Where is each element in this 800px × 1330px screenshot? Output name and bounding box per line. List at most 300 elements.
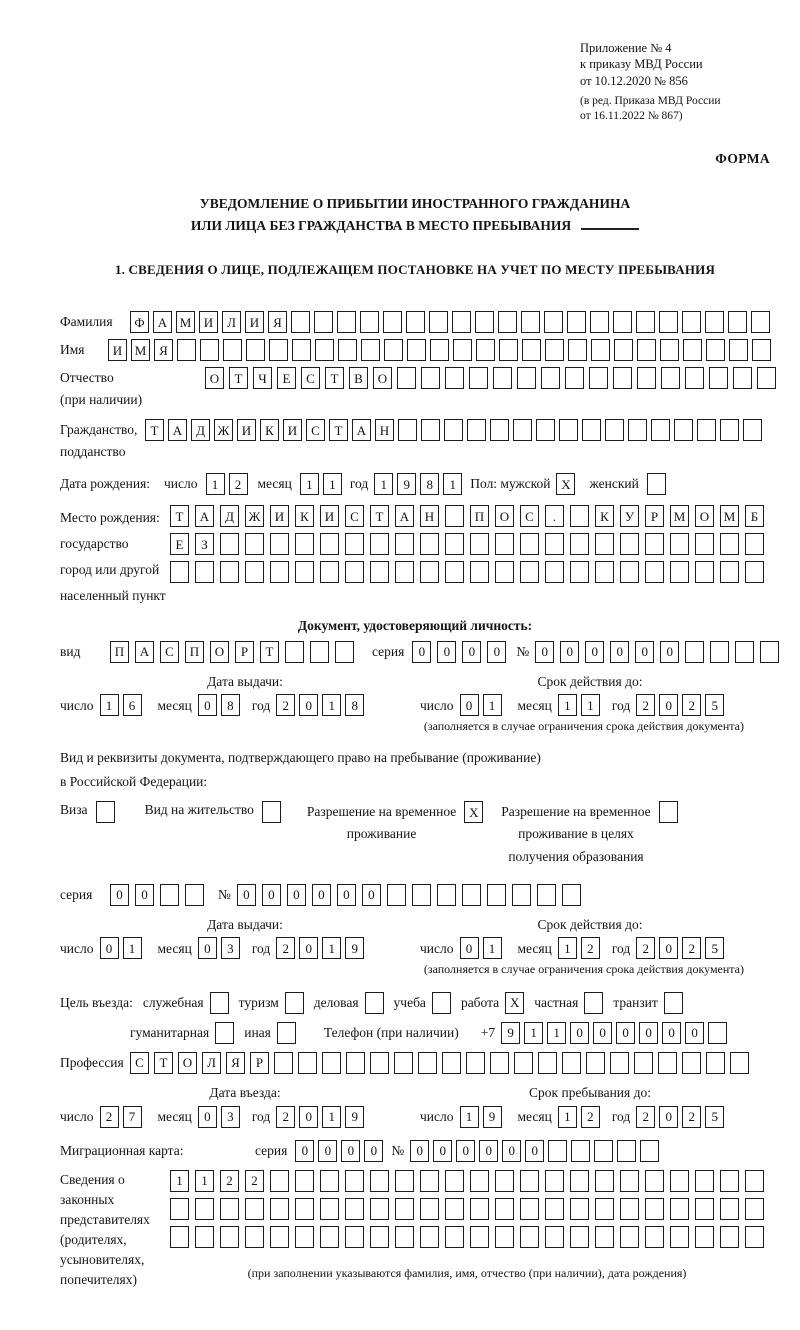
char-box[interactable] <box>195 1198 214 1220</box>
char-box[interactable] <box>170 1198 189 1220</box>
char-box[interactable] <box>595 1226 614 1248</box>
char-box[interactable] <box>160 884 179 906</box>
char-box[interactable] <box>695 1226 714 1248</box>
char-box[interactable] <box>220 1226 239 1248</box>
char-box[interactable]: Ф <box>130 311 149 333</box>
char-box[interactable] <box>295 561 314 583</box>
char-box[interactable]: М <box>176 311 195 333</box>
char-box[interactable] <box>320 1198 339 1220</box>
char-box[interactable] <box>445 533 464 555</box>
char-box[interactable] <box>562 1052 581 1074</box>
char-box[interactable] <box>706 339 725 361</box>
char-box[interactable] <box>310 641 329 663</box>
char-box[interactable]: О <box>178 1052 197 1074</box>
char-box[interactable] <box>442 1052 461 1074</box>
char-box[interactable] <box>562 884 581 906</box>
char-box[interactable] <box>394 1052 413 1074</box>
char-box[interactable] <box>591 339 610 361</box>
char-box[interactable] <box>292 339 311 361</box>
char-box[interactable] <box>452 311 471 333</box>
char-box[interactable]: 1 <box>524 1022 543 1044</box>
char-box[interactable]: Р <box>250 1052 269 1074</box>
char-box[interactable] <box>295 1170 314 1192</box>
char-box[interactable]: 8 <box>420 473 439 495</box>
char-box[interactable] <box>760 641 779 663</box>
char-box[interactable]: Т <box>260 641 279 663</box>
char-box[interactable]: Я <box>268 311 287 333</box>
char-box[interactable]: 1 <box>300 473 319 495</box>
char-box[interactable]: Т <box>154 1052 173 1074</box>
char-box[interactable]: 0 <box>364 1140 383 1162</box>
char-box[interactable] <box>360 311 379 333</box>
char-box[interactable]: 2 <box>276 694 295 716</box>
char-box[interactable]: 9 <box>345 937 364 959</box>
char-box[interactable]: 1 <box>483 937 502 959</box>
char-box[interactable]: Т <box>329 419 348 441</box>
char-box[interactable] <box>418 1052 437 1074</box>
char-box[interactable] <box>751 311 770 333</box>
char-box[interactable] <box>705 311 724 333</box>
char-box[interactable]: 0 <box>659 937 678 959</box>
char-box[interactable] <box>586 1052 605 1074</box>
char-box[interactable] <box>466 1052 485 1074</box>
char-box[interactable]: 1 <box>558 937 577 959</box>
char-box[interactable]: 0 <box>135 884 154 906</box>
char-box[interactable]: 0 <box>585 641 604 663</box>
char-box[interactable] <box>195 1226 214 1248</box>
char-box[interactable]: П <box>470 505 489 527</box>
char-box[interactable] <box>720 533 739 555</box>
char-box[interactable]: 2 <box>581 1106 600 1128</box>
char-box[interactable]: Л <box>202 1052 221 1074</box>
char-box[interactable] <box>544 311 563 333</box>
char-box[interactable] <box>513 419 532 441</box>
char-box[interactable] <box>223 339 242 361</box>
char-box[interactable] <box>745 1170 764 1192</box>
char-box[interactable] <box>345 1170 364 1192</box>
char-box[interactable]: 0 <box>460 937 479 959</box>
char-box[interactable] <box>670 1170 689 1192</box>
char-box[interactable]: Е <box>170 533 189 555</box>
char-box[interactable] <box>420 1170 439 1192</box>
char-box[interactable]: Т <box>170 505 189 527</box>
char-box[interactable] <box>470 533 489 555</box>
char-box[interactable] <box>645 1170 664 1192</box>
char-box[interactable]: Ч <box>253 367 272 389</box>
char-box[interactable]: Б <box>745 505 764 527</box>
char-box[interactable]: 0 <box>616 1022 635 1044</box>
char-box[interactable] <box>246 339 265 361</box>
char-box[interactable]: О <box>373 367 392 389</box>
char-box[interactable]: Д <box>191 419 210 441</box>
char-box[interactable]: 0 <box>460 694 479 716</box>
char-box[interactable]: 0 <box>479 1140 498 1162</box>
char-box[interactable] <box>670 561 689 583</box>
char-box[interactable]: 0 <box>198 937 217 959</box>
char-box[interactable]: 1 <box>322 1106 341 1128</box>
char-box[interactable]: 7 <box>123 1106 142 1128</box>
char-box[interactable] <box>370 1170 389 1192</box>
char-box[interactable] <box>245 561 264 583</box>
char-box[interactable]: 1 <box>443 473 462 495</box>
char-box[interactable]: З <box>195 533 214 555</box>
char-box[interactable] <box>538 1052 557 1074</box>
char-box[interactable]: О <box>495 505 514 527</box>
char-box[interactable]: 0 <box>437 641 456 663</box>
char-box[interactable] <box>620 1170 639 1192</box>
char-box[interactable]: К <box>595 505 614 527</box>
char-box[interactable] <box>720 1226 739 1248</box>
char-box[interactable]: 5 <box>705 1106 724 1128</box>
char-box[interactable] <box>420 1226 439 1248</box>
char-box[interactable]: 2 <box>220 1170 239 1192</box>
char-box[interactable] <box>710 641 729 663</box>
char-box[interactable] <box>346 1052 365 1074</box>
char-box[interactable] <box>695 561 714 583</box>
char-box[interactable]: Н <box>420 505 439 527</box>
char-box[interactable] <box>620 533 639 555</box>
char-box[interactable]: П <box>110 641 129 663</box>
purpose-study-checkbox[interactable] <box>432 992 451 1014</box>
char-box[interactable]: 1 <box>195 1170 214 1192</box>
char-box[interactable] <box>570 533 589 555</box>
char-box[interactable] <box>660 339 679 361</box>
char-box[interactable]: С <box>520 505 539 527</box>
char-box[interactable]: 0 <box>110 884 129 906</box>
char-box[interactable] <box>745 1226 764 1248</box>
char-box[interactable] <box>395 1226 414 1248</box>
char-box[interactable]: Ж <box>245 505 264 527</box>
char-box[interactable] <box>320 561 339 583</box>
char-box[interactable]: 0 <box>535 641 554 663</box>
char-box[interactable] <box>640 1140 659 1162</box>
char-box[interactable] <box>570 561 589 583</box>
char-box[interactable] <box>370 1052 389 1074</box>
char-box[interactable] <box>338 339 357 361</box>
char-box[interactable] <box>445 505 464 527</box>
char-box[interactable] <box>298 1052 317 1074</box>
char-box[interactable]: Н <box>375 419 394 441</box>
char-box[interactable]: 0 <box>198 1106 217 1128</box>
char-box[interactable] <box>685 367 704 389</box>
char-box[interactable]: 1 <box>581 694 600 716</box>
char-box[interactable] <box>582 419 601 441</box>
char-box[interactable] <box>537 884 556 906</box>
char-box[interactable]: 0 <box>262 884 281 906</box>
char-box[interactable]: И <box>199 311 218 333</box>
char-box[interactable] <box>620 1198 639 1220</box>
char-box[interactable]: 2 <box>636 1106 655 1128</box>
char-box[interactable] <box>520 533 539 555</box>
char-box[interactable] <box>570 1170 589 1192</box>
char-box[interactable] <box>220 1198 239 1220</box>
char-box[interactable]: 1 <box>170 1170 189 1192</box>
char-box[interactable]: 0 <box>410 1140 429 1162</box>
char-box[interactable] <box>568 339 587 361</box>
char-box[interactable] <box>570 1226 589 1248</box>
char-box[interactable] <box>695 533 714 555</box>
char-box[interactable]: И <box>270 505 289 527</box>
char-box[interactable] <box>495 561 514 583</box>
char-box[interactable] <box>475 311 494 333</box>
char-box[interactable] <box>395 1198 414 1220</box>
char-box[interactable]: 1 <box>558 694 577 716</box>
char-box[interactable] <box>733 367 752 389</box>
char-box[interactable] <box>470 1198 489 1220</box>
char-box[interactable]: 8 <box>345 694 364 716</box>
char-box[interactable]: Р <box>645 505 664 527</box>
char-box[interactable] <box>595 1170 614 1192</box>
char-box[interactable] <box>274 1052 293 1074</box>
char-box[interactable]: 2 <box>636 694 655 716</box>
char-box[interactable] <box>545 1170 564 1192</box>
char-box[interactable]: П <box>185 641 204 663</box>
char-box[interactable] <box>567 311 586 333</box>
char-box[interactable]: 1 <box>558 1106 577 1128</box>
char-box[interactable]: 0 <box>299 937 318 959</box>
char-box[interactable]: 9 <box>345 1106 364 1128</box>
char-box[interactable]: 1 <box>547 1022 566 1044</box>
char-box[interactable] <box>620 1226 639 1248</box>
char-box[interactable] <box>708 1022 727 1044</box>
char-box[interactable] <box>270 533 289 555</box>
char-box[interactable] <box>320 1226 339 1248</box>
purpose-work-checkbox[interactable]: X <box>505 992 524 1014</box>
char-box[interactable] <box>387 884 406 906</box>
char-box[interactable] <box>195 561 214 583</box>
char-box[interactable] <box>322 1052 341 1074</box>
sex-female-checkbox[interactable] <box>647 473 666 495</box>
char-box[interactable] <box>177 339 196 361</box>
char-box[interactable] <box>269 339 288 361</box>
char-box[interactable] <box>370 1226 389 1248</box>
char-box[interactable]: 2 <box>682 1106 701 1128</box>
char-box[interactable] <box>620 561 639 583</box>
char-box[interactable]: 0 <box>525 1140 544 1162</box>
char-box[interactable]: О <box>210 641 229 663</box>
char-box[interactable] <box>245 1226 264 1248</box>
char-box[interactable]: Д <box>220 505 239 527</box>
char-box[interactable] <box>170 1226 189 1248</box>
char-box[interactable] <box>728 311 747 333</box>
char-box[interactable] <box>395 533 414 555</box>
char-box[interactable] <box>495 1226 514 1248</box>
char-box[interactable]: 0 <box>456 1140 475 1162</box>
char-box[interactable]: 0 <box>487 641 506 663</box>
char-box[interactable]: 0 <box>299 1106 318 1128</box>
char-box[interactable]: 1 <box>323 473 342 495</box>
char-box[interactable] <box>345 561 364 583</box>
char-box[interactable] <box>661 367 680 389</box>
char-box[interactable] <box>220 561 239 583</box>
char-box[interactable]: 0 <box>685 1022 704 1044</box>
char-box[interactable] <box>444 419 463 441</box>
char-box[interactable] <box>658 1052 677 1074</box>
char-box[interactable] <box>706 1052 725 1074</box>
purpose-tourism-checkbox[interactable] <box>285 992 304 1014</box>
purpose-other-checkbox[interactable] <box>277 1022 296 1044</box>
char-box[interactable]: 0 <box>659 694 678 716</box>
char-box[interactable]: И <box>237 419 256 441</box>
char-box[interactable]: 9 <box>501 1022 520 1044</box>
temp-residence-edu-checkbox[interactable] <box>659 801 678 823</box>
char-box[interactable]: 1 <box>322 694 341 716</box>
char-box[interactable]: 0 <box>312 884 331 906</box>
char-box[interactable]: М <box>131 339 150 361</box>
char-box[interactable]: 2 <box>229 473 248 495</box>
char-box[interactable] <box>520 1198 539 1220</box>
char-box[interactable] <box>406 311 425 333</box>
char-box[interactable] <box>270 1198 289 1220</box>
char-box[interactable] <box>682 1052 701 1074</box>
char-box[interactable]: А <box>195 505 214 527</box>
char-box[interactable] <box>395 1170 414 1192</box>
char-box[interactable] <box>670 1226 689 1248</box>
char-box[interactable]: 0 <box>341 1140 360 1162</box>
char-box[interactable]: 0 <box>502 1140 521 1162</box>
char-box[interactable] <box>445 561 464 583</box>
purpose-private-checkbox[interactable] <box>584 992 603 1014</box>
char-box[interactable] <box>469 367 488 389</box>
char-box[interactable] <box>200 339 219 361</box>
char-box[interactable] <box>370 533 389 555</box>
char-box[interactable] <box>745 561 764 583</box>
char-box[interactable] <box>637 339 656 361</box>
char-box[interactable] <box>295 533 314 555</box>
char-box[interactable]: 0 <box>662 1022 681 1044</box>
char-box[interactable] <box>335 641 354 663</box>
purpose-transit-checkbox[interactable] <box>664 992 683 1014</box>
char-box[interactable] <box>430 339 449 361</box>
char-box[interactable] <box>651 419 670 441</box>
char-box[interactable]: 2 <box>682 937 701 959</box>
char-box[interactable] <box>245 533 264 555</box>
char-box[interactable] <box>412 884 431 906</box>
char-box[interactable]: М <box>720 505 739 527</box>
char-box[interactable] <box>315 339 334 361</box>
char-box[interactable]: С <box>130 1052 149 1074</box>
char-box[interactable]: 0 <box>362 884 381 906</box>
char-box[interactable]: С <box>301 367 320 389</box>
char-box[interactable] <box>595 1198 614 1220</box>
char-box[interactable] <box>397 367 416 389</box>
char-box[interactable]: 5 <box>705 937 724 959</box>
char-box[interactable]: 0 <box>462 641 481 663</box>
char-box[interactable]: 1 <box>483 694 502 716</box>
char-box[interactable] <box>520 561 539 583</box>
char-box[interactable] <box>645 533 664 555</box>
char-box[interactable] <box>617 1140 636 1162</box>
char-box[interactable] <box>470 1170 489 1192</box>
char-box[interactable] <box>467 419 486 441</box>
char-box[interactable]: 0 <box>237 884 256 906</box>
char-box[interactable] <box>295 1226 314 1248</box>
char-box[interactable]: О <box>695 505 714 527</box>
char-box[interactable]: Я <box>154 339 173 361</box>
char-box[interactable] <box>589 367 608 389</box>
char-box[interactable]: 2 <box>276 937 295 959</box>
char-box[interactable]: Т <box>325 367 344 389</box>
char-box[interactable] <box>314 311 333 333</box>
char-box[interactable] <box>545 339 564 361</box>
char-box[interactable]: 0 <box>318 1140 337 1162</box>
char-box[interactable]: 2 <box>682 694 701 716</box>
char-box[interactable] <box>445 1170 464 1192</box>
char-box[interactable] <box>370 1198 389 1220</box>
char-box[interactable] <box>453 339 472 361</box>
char-box[interactable] <box>345 533 364 555</box>
char-box[interactable]: И <box>283 419 302 441</box>
char-box[interactable]: 1 <box>322 937 341 959</box>
char-box[interactable]: 3 <box>221 1106 240 1128</box>
char-box[interactable]: И <box>108 339 127 361</box>
char-box[interactable] <box>559 419 578 441</box>
char-box[interactable]: А <box>153 311 172 333</box>
char-box[interactable] <box>590 311 609 333</box>
char-box[interactable] <box>295 1198 314 1220</box>
char-box[interactable] <box>697 419 716 441</box>
char-box[interactable] <box>720 1198 739 1220</box>
char-box[interactable] <box>490 1052 509 1074</box>
char-box[interactable] <box>495 1198 514 1220</box>
residence-permit-checkbox[interactable] <box>262 801 281 823</box>
char-box[interactable] <box>605 419 624 441</box>
char-box[interactable] <box>720 561 739 583</box>
char-box[interactable] <box>220 533 239 555</box>
char-box[interactable]: А <box>135 641 154 663</box>
char-box[interactable] <box>545 533 564 555</box>
char-box[interactable]: Л <box>222 311 241 333</box>
char-box[interactable]: 0 <box>412 641 431 663</box>
char-box[interactable] <box>185 884 204 906</box>
char-box[interactable] <box>545 1226 564 1248</box>
char-box[interactable] <box>337 311 356 333</box>
char-box[interactable] <box>462 884 481 906</box>
char-box[interactable]: 5 <box>705 694 724 716</box>
char-box[interactable]: 0 <box>570 1022 589 1044</box>
char-box[interactable] <box>521 311 540 333</box>
char-box[interactable] <box>634 1052 653 1074</box>
char-box[interactable]: И <box>245 311 264 333</box>
char-box[interactable]: К <box>260 419 279 441</box>
char-box[interactable] <box>613 311 632 333</box>
char-box[interactable]: 3 <box>221 937 240 959</box>
char-box[interactable] <box>745 1198 764 1220</box>
char-box[interactable]: 2 <box>276 1106 295 1128</box>
char-box[interactable] <box>520 1226 539 1248</box>
char-box[interactable] <box>270 561 289 583</box>
purpose-business-checkbox[interactable] <box>365 992 384 1014</box>
char-box[interactable] <box>398 419 417 441</box>
char-box[interactable] <box>437 884 456 906</box>
char-box[interactable] <box>520 1170 539 1192</box>
char-box[interactable] <box>407 339 426 361</box>
char-box[interactable] <box>645 1226 664 1248</box>
char-box[interactable] <box>570 1198 589 1220</box>
char-box[interactable] <box>420 533 439 555</box>
char-box[interactable]: Т <box>370 505 389 527</box>
char-box[interactable] <box>420 1198 439 1220</box>
char-box[interactable]: 1 <box>123 937 142 959</box>
char-box[interactable] <box>470 1226 489 1248</box>
char-box[interactable]: 1 <box>206 473 225 495</box>
char-box[interactable] <box>445 367 464 389</box>
char-box[interactable] <box>628 419 647 441</box>
char-box[interactable] <box>421 419 440 441</box>
char-box[interactable]: И <box>320 505 339 527</box>
char-box[interactable] <box>645 1198 664 1220</box>
char-box[interactable] <box>594 1140 613 1162</box>
